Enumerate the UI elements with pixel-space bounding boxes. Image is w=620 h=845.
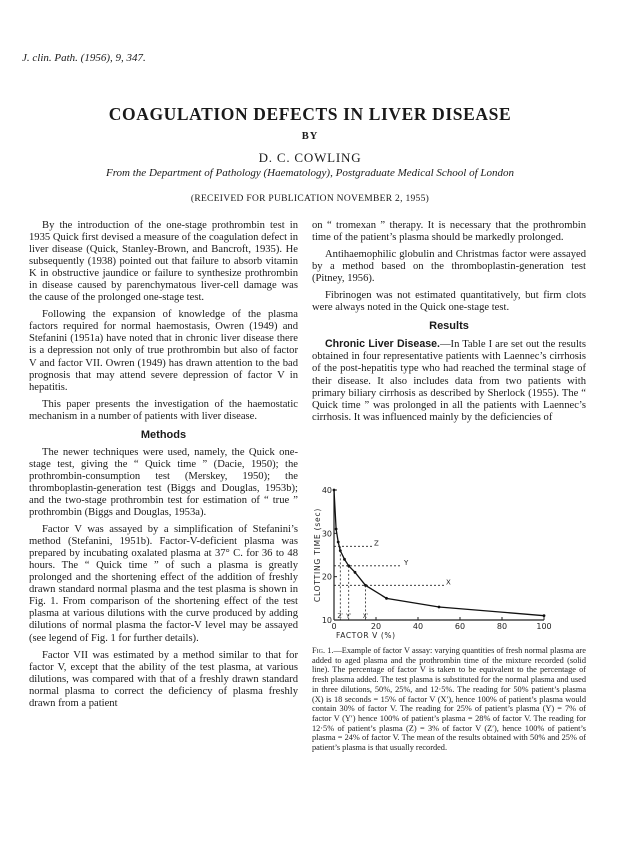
journal-reference: J. clin. Path. (1956), 9, 347. <box>22 52 146 64</box>
paragraph: Following the expansion of knowledge of the plasma factors required for normal haemostasis, Owren (1949) and Stefanini (1951a) have noted that in chronic liver disease there is a depression not only of true prothrombin but also of factor V and factor VII. Owren (1949) has drawn attention to the bad prognosis that may attend severe depression of factor V in hepatitis. <box>29 309 298 393</box>
section-heading-results: Results <box>429 320 469 333</box>
paragraph: The newer techniques were used, namely, the Quick one-stage test, giving the “ Quick time ” (Dacie, 1950); the prothrombin-consumption test (Merskey, 1950); the thromboplastin-generation test (Biggs and Douglas, 1953b); and the two-stage prothrombin test for estimation of “ true ” prothrombin (Biggs and Douglas, 1953a). <box>29 446 298 519</box>
x-tick-label: 40 <box>412 622 424 631</box>
marker-x-label: Y′ <box>346 613 352 620</box>
figure-caption <box>312 646 586 753</box>
caption-text: —Example of factor V assay: varying quantities of fresh normal plasma are added to aged plasma and the prothrombin time of the mixture recorded (solid line). The percentage of factor V is taken to be equivalent to the percentage of fresh plasma added. The test plasma is substituted for the normal plasma and used in three dilutions, 50%, 25%, and 12·5%. The reading for 50% patient’s plasma (X) is 18 seconds = 15% of factor V (X′), hence 100% of patient’s plasma would contain 30% of factor V. The reading for 25% of patient’s plasma (Y) = 7% of factor V (Y′) hence 100% of patient’s plasma = 28% of factor V. The reading for 12·5% of patient’s plasma (Z) = 3% of factor V (Z′), hence 100% of patient’s plasma = 24% of factor V. The mean of the results obtained with 50% and 25% of patient’s plasma is that usually recorded. <box>312 646 586 753</box>
left-column <box>29 220 298 715</box>
y-axis-label: CLOTTING TIME (sec) <box>313 507 322 603</box>
affiliation: From the Department of Pathology (Haematology), Postgraduate Medical School of London <box>105 167 515 179</box>
author-name: D. C. COWLING <box>258 150 362 165</box>
figure-1-chart <box>312 480 586 642</box>
curve-point <box>438 606 441 609</box>
paragraph <box>312 338 586 423</box>
curve-point <box>543 614 546 617</box>
x-tick-label: 60 <box>454 622 466 631</box>
x-tick-label: 0 <box>331 622 337 631</box>
byline-by: BY <box>301 131 319 142</box>
x-tick-label: 80 <box>496 622 508 631</box>
received-date: (RECEIVED FOR PUBLICATION NOVEMBER 2, 1955) <box>190 194 430 204</box>
marker-label: Y <box>404 558 409 567</box>
x-axis-label: FACTOR V (%) <box>336 631 396 640</box>
standard-curve <box>334 490 544 616</box>
curve-point <box>337 541 340 544</box>
caption-label: Fig. 1. <box>312 646 334 655</box>
x-tick-label: 20 <box>370 622 382 631</box>
paragraph: Factor VII was estimated by a method similar to that for factor V, except that the ability of the test plasma, at various dilutions, was compared with that of a freshly drawn standard normal plasma to correct the deficiency of plasma freshly drawn from a patient <box>29 649 298 709</box>
y-tick-label: 40 <box>321 486 332 495</box>
marker-label: X <box>446 578 451 587</box>
paragraph: Fibrinogen was not estimated quantitatively, but firm clots were always noted in the Quick one-stage test. <box>312 290 586 314</box>
curve-point <box>335 528 338 531</box>
section-heading-methods: Methods <box>140 428 187 441</box>
curve-point <box>385 597 388 600</box>
marker-label: Z <box>374 539 379 548</box>
curve-point <box>333 489 336 492</box>
paragraph: This paper presents the investigation of the haemostatic mechanism in a number of patients with liver disease. <box>29 398 298 422</box>
curve-point <box>354 571 357 574</box>
right-column <box>312 220 586 429</box>
x-tick-label: 100 <box>536 622 552 631</box>
article-title: COAGULATION DEFECTS IN LIVER DISEASE <box>108 104 512 124</box>
y-tick-label: 10 <box>321 616 332 625</box>
y-tick-label: 30 <box>321 529 332 539</box>
paragraph: Factor V was assayed by a simplification of Stefanini’s method (Stefanini, 1951b). Factor-V-deficient plasma was prepared by incubating oxalated plasma at 37° C. for 36 to 48 hours. The “ Quick time ” of such a plasma is greatly prolonged and the shortening effect of the addition of freshly drawn standard normal plasma and the test plasma is shown in Fig. 1. From comparison of the shortening effect of the test plasma at various dilutions with the curve produced by adding dilutions of normal plasma the factor-V level may be assayed (see legend of Fig. 1 for further details). <box>29 524 298 644</box>
marker-x-label: Z′ <box>337 613 344 620</box>
paragraph: Antihaemophilic globulin and Christmas factor were assayed by a method based on the thromboplastin-generation test (Pitney, 1956). <box>312 249 586 285</box>
paragraph: By the introduction of the one-stage prothrombin test in 1935 Quick first devised a measure of the coagulation defect in liver disease (Quick, Stanley-Brown, and Bancroft, 1935). He subsequently (1938) pointed out that failure to absorb vitamin K in obstructive jaundice or failure to synthesize prothrombin in disease caused by parenchymatous liver-cell damage was the cause of the prolonged one-stage test. <box>29 220 298 304</box>
runin-heading: Chronic Liver Disease. <box>325 338 440 351</box>
curve-point <box>343 558 346 561</box>
marker-x-label: X′ <box>362 613 369 620</box>
paragraph-text: —In Table I are set out the results obtained in four representative patients with Laennec’s cirrhosis of the post-hepatitis type who had reached the terminal stage of their disease. It also includes data from two patients with primary biliary cirrhosis as described by Sherlock (1955). The “ Quick time ” was prolonged in all the patients with Laennec’s cirrhosis. It was influenced mainly by the deficiencies of <box>312 339 586 423</box>
y-tick-label: 20 <box>321 572 332 582</box>
paragraph: on “ tromexan ” therapy. It is necessary that the prothrombin time of the patient’s plasma should be markedly prolonged. <box>312 220 586 244</box>
